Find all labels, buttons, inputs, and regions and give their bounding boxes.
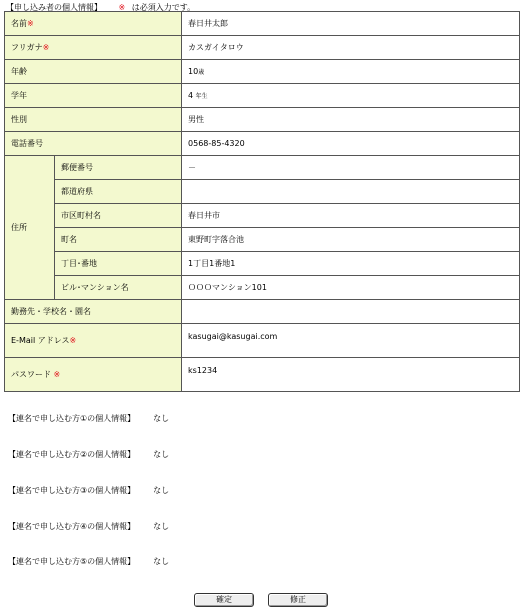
companion-label: 【連名で申し込む方①の個人情報】 bbox=[8, 414, 136, 423]
companion-value: なし bbox=[153, 522, 170, 531]
row-building bbox=[5, 276, 520, 300]
value-phone: 0568-85-4320 bbox=[182, 132, 520, 156]
row-block bbox=[5, 252, 520, 276]
value-email: kasugai@kasugai.com bbox=[182, 324, 520, 358]
companion-1 bbox=[8, 413, 169, 424]
label-town: 町名 bbox=[55, 228, 182, 252]
companion-label: 【連名で申し込む方④の個人情報】 bbox=[8, 522, 136, 531]
required-mark: ※ bbox=[118, 3, 126, 12]
row-furigana bbox=[5, 36, 520, 60]
row-age bbox=[5, 60, 520, 84]
row-gender bbox=[5, 108, 520, 132]
label-city: 市区町村名 bbox=[55, 204, 182, 228]
value-age: 10歳 bbox=[182, 60, 520, 84]
value-prefecture bbox=[182, 180, 520, 204]
section-title: 【申し込み者の個人情報】 bbox=[6, 3, 102, 12]
companion-label: 【連名で申し込む方③の個人情報】 bbox=[8, 486, 136, 495]
label-workplace: 勤務先・学校名・園名 bbox=[5, 300, 182, 324]
label-postal: 郵便番号 bbox=[55, 156, 182, 180]
label-building: ビル･マンション名 bbox=[55, 276, 182, 300]
companion-value: なし bbox=[153, 414, 170, 423]
row-password bbox=[5, 358, 520, 392]
row-town bbox=[5, 228, 520, 252]
row-grade bbox=[5, 84, 520, 108]
row-postal bbox=[5, 156, 520, 180]
companion-label: 【連名で申し込む方⑤の個人情報】 bbox=[8, 557, 136, 566]
value-building: ＯＯＯマンション101 bbox=[182, 276, 520, 300]
value-password: ks1234 bbox=[182, 358, 520, 392]
label-phone: 電話番号 bbox=[5, 132, 182, 156]
value-gender: 男性 bbox=[182, 108, 520, 132]
value-workplace bbox=[182, 300, 520, 324]
label-age: 年齢 bbox=[5, 60, 182, 84]
confirm-button[interactable]: 確定 bbox=[194, 593, 254, 607]
companion-5 bbox=[8, 556, 169, 567]
row-name bbox=[5, 12, 520, 36]
label-block: 丁目･番地 bbox=[55, 252, 182, 276]
value-city: 春日井市 bbox=[182, 204, 520, 228]
label-gender: 性別 bbox=[5, 108, 182, 132]
companion-value: なし bbox=[153, 486, 170, 495]
value-town: 東野町字落合池 bbox=[182, 228, 520, 252]
value-postal: － bbox=[182, 156, 520, 180]
companion-3 bbox=[8, 485, 169, 496]
row-city bbox=[5, 204, 520, 228]
label-email: E-Mail アドレス※ bbox=[5, 324, 182, 358]
companion-label: 【連名で申し込む方②の個人情報】 bbox=[8, 450, 136, 459]
companion-value: なし bbox=[153, 557, 170, 566]
label-password: パスワード ※ bbox=[5, 358, 182, 392]
companion-2 bbox=[8, 449, 169, 460]
label-name: 名前※ bbox=[5, 12, 182, 36]
personal-info-table bbox=[4, 11, 520, 392]
value-block: 1丁目1番地1 bbox=[182, 252, 520, 276]
edit-button[interactable]: 修正 bbox=[268, 593, 328, 607]
label-grade: 学年 bbox=[5, 84, 182, 108]
label-furigana: フリガナ※ bbox=[5, 36, 182, 60]
row-workplace bbox=[5, 300, 520, 324]
label-prefecture: 都道府県 bbox=[55, 180, 182, 204]
value-name: 春日井太郎 bbox=[182, 12, 520, 36]
row-prefecture bbox=[5, 180, 520, 204]
companion-value: なし bbox=[153, 450, 170, 459]
label-address: 住所 bbox=[5, 156, 55, 300]
row-phone bbox=[5, 132, 520, 156]
value-furigana: カスガイタロウ bbox=[182, 36, 520, 60]
companion-4 bbox=[8, 521, 169, 532]
required-note: は必須入力です。 bbox=[131, 3, 196, 12]
row-email bbox=[5, 324, 520, 358]
value-grade: 4 年生 bbox=[182, 84, 520, 108]
